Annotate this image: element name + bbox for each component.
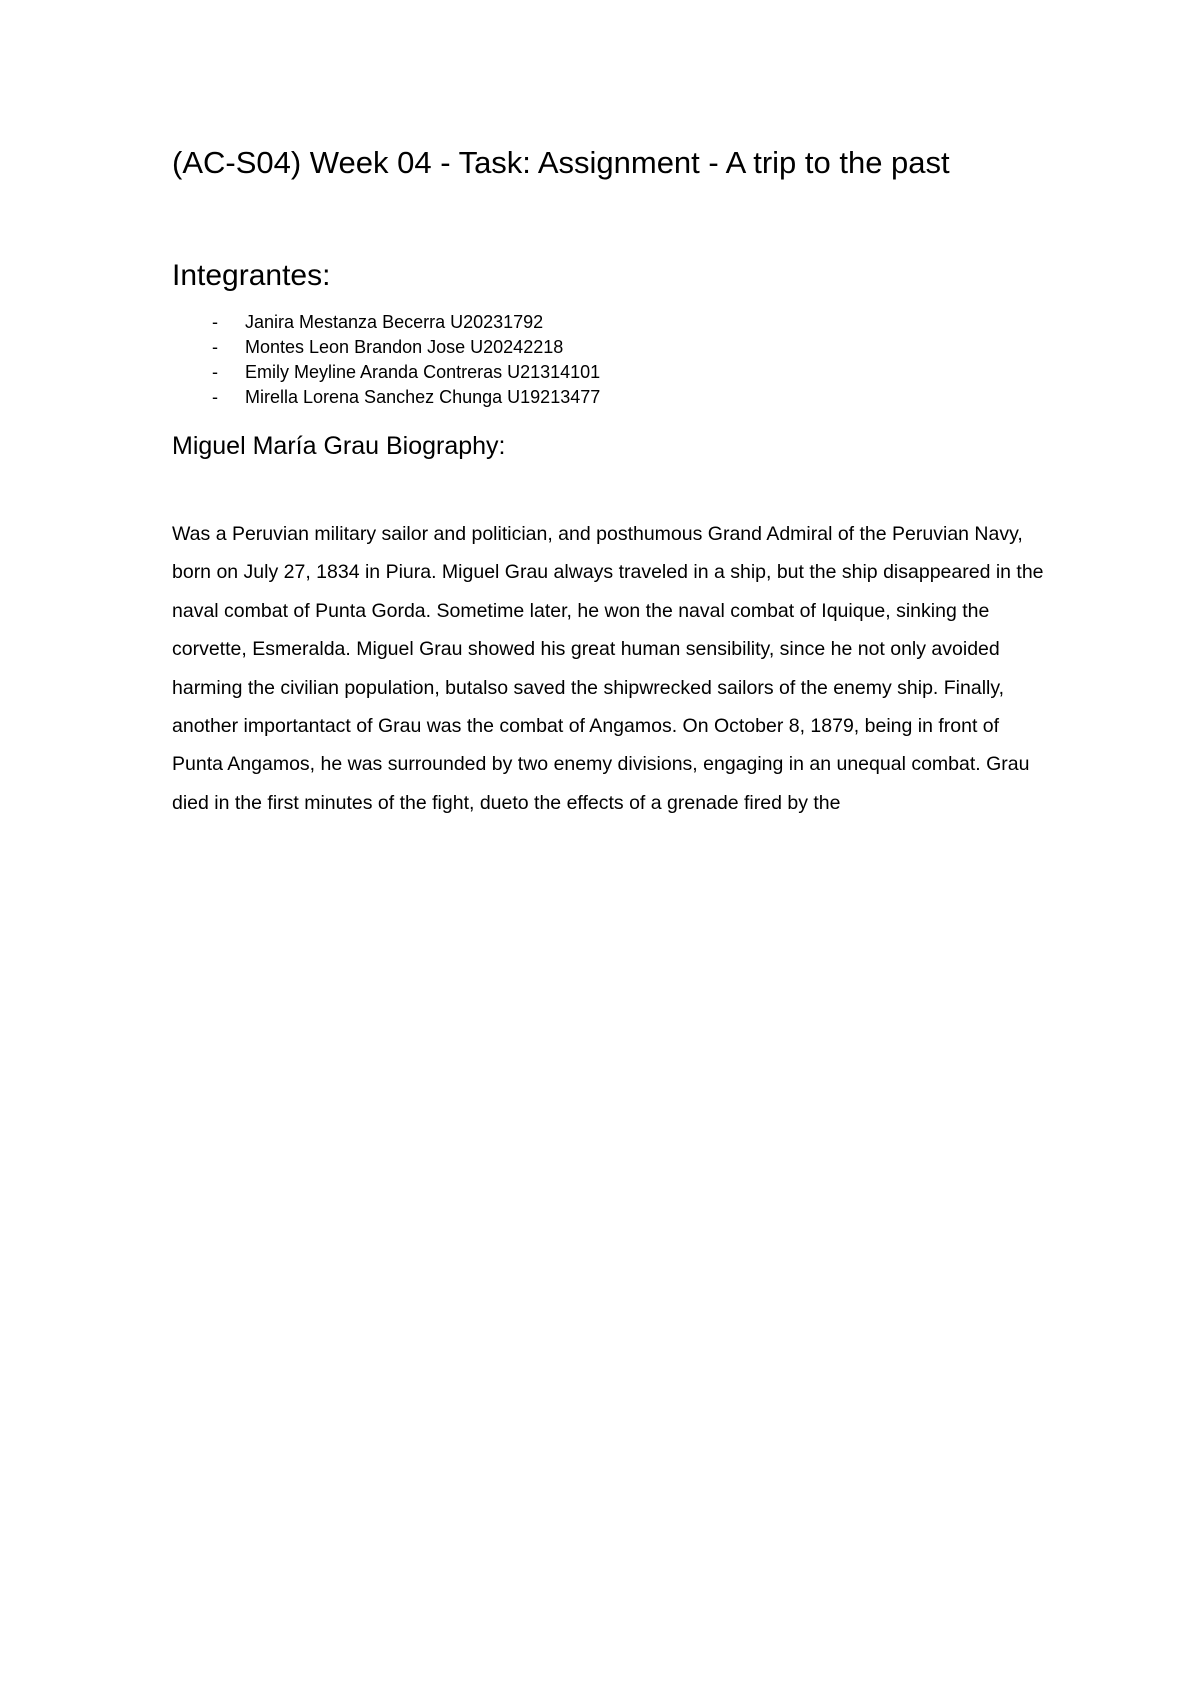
list-dash: - [212,362,218,382]
document-content [172,140,1052,814]
list-item [172,385,600,410]
biography-paragraph: Was a Peruvian military sailor and politician, and posthumous Grand Admiral of the Peruvian Navy, born on July 27, 1834 in Piura. Miguel Grau always traveled in a ship, but the ship disappeared in the naval combat of Punta Gorda. Sometime later, he won the naval combat of Iquique, sinking the corvette, Esmeralda. Miguel Grau showed his great human sensibility, since he not only avoided harming the civilian population, butalso saved the shipwrecked sailors of the enemy ship. Finally, another importantact of Grau was the combat of Angamos. On October 8, 1879, being in front of Punta Angamos, he was surrounded by two enemy divisions, engaging in an unequal combat. Grau died in the first minutes of the fight, dueto the effects of a grenade fired by the [172,523,1044,814]
member-name: Mirella Lorena Sanchez Chunga U19213477 [245,387,601,407]
members-heading: Integrantes: [172,259,331,292]
members-list [172,310,600,410]
list-dash: - [212,387,218,407]
list-item [172,335,600,360]
member-name: Montes Leon Brandon Jose U20242218 [245,337,564,357]
member-name: Emily Meyline Aranda Contreras U21314101 [245,362,601,382]
biography-heading: Miguel María Grau Biography: [172,432,506,460]
list-item [172,310,600,335]
list-dash: - [212,312,218,332]
list-item [172,360,600,385]
list-dash: - [212,337,218,357]
member-name: Janira Mestanza Becerra U20231792 [245,312,544,332]
document-title: (AC-S04) Week 04 - Task: Assignment - A trip to the past [172,145,950,180]
